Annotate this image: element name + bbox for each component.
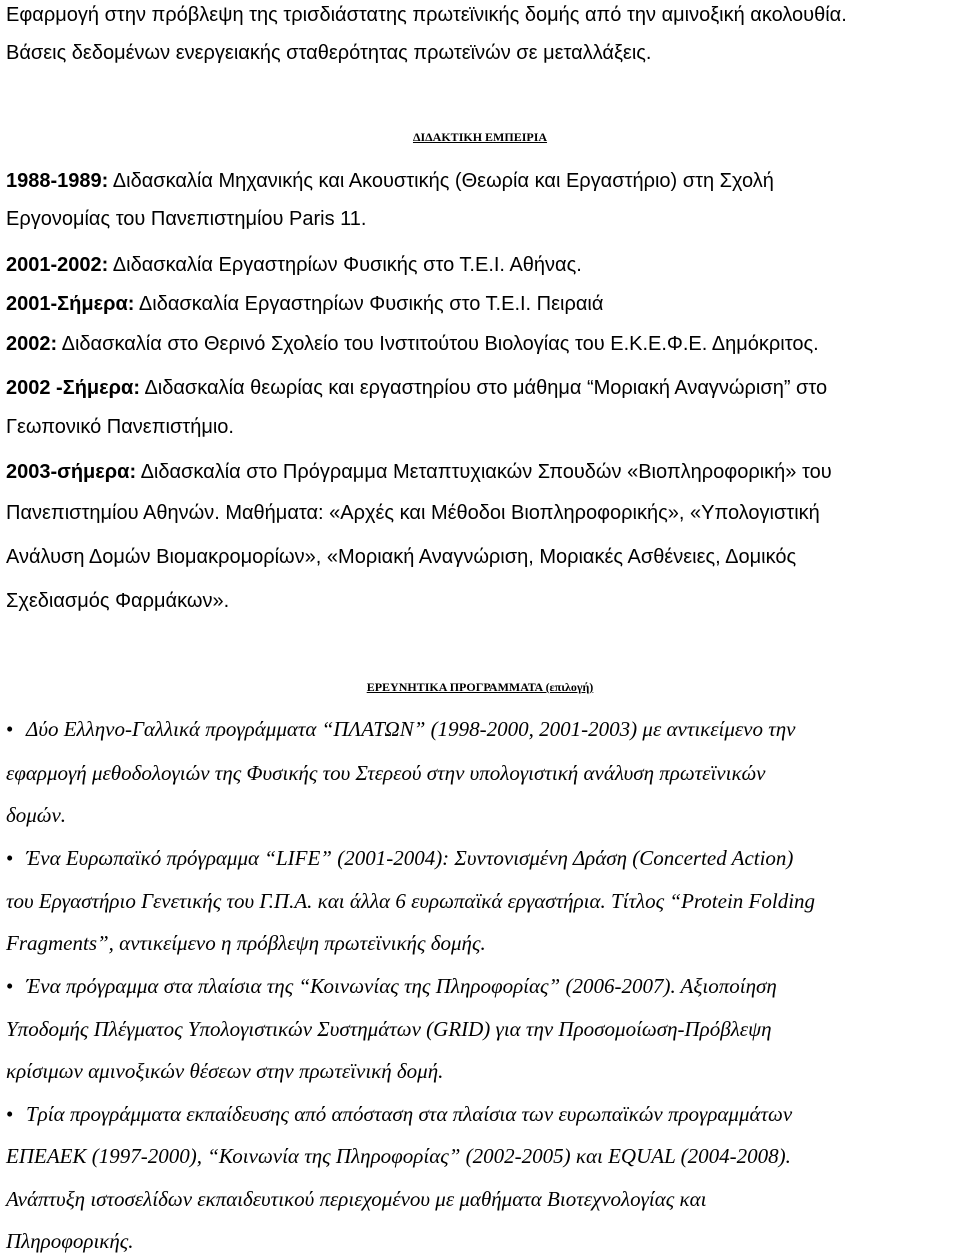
- research-item-text: Τρία προγράμματα εκπαίδευσης από απόσταση στα πλαίσια των ευρωπαϊκών προγραμμάτων: [26, 1102, 793, 1126]
- research-item-3-cont: κρίσιμων αμινοξικών θέσεων στην πρωτεϊνική δομή.: [6, 1059, 444, 1083]
- teaching-entry-6-cont: Σχεδιασμός Φαρμάκων».: [6, 590, 230, 612]
- bullet-icon: •: [6, 717, 14, 741]
- teaching-entry-6-cont: Πανεπιστημίου Αθηνών. Μαθήματα: «Αρχές και Μέθοδοι Βιοπληροφορικής», «Υπολογιστική: [6, 502, 820, 524]
- entry-text: Διδασκαλία Μηχανικής και Ακουστικής (Θεωρία και Εργαστήριο) στη Σχολή: [112, 170, 774, 192]
- research-item-4: [6, 1101, 792, 1127]
- research-item-2-cont: του Εργαστήριο Γενετικής του Γ.Π.Α. και άλλα 6 ευρωπαϊκά εργαστήρια. Τίτλος “Protein Folding: [6, 889, 816, 913]
- intro-line: Βάσεις δεδομένων ενεργειακής σταθερότητας πρωτεϊνών σε μεταλλάξεις.: [6, 42, 652, 64]
- entry-text: Διδασκαλία στο Θερινό Σχολείο του Ινστιτούτου Βιολογίας του Ε.Κ.Ε.Φ.Ε. Δημόκριτος.: [61, 333, 819, 355]
- teaching-heading: ΔΙΔΑΚΤΙΚΗ ΕΜΠΕΙΡΙΑ: [412, 130, 548, 144]
- research-item-2: [6, 845, 793, 871]
- research-item-1: [6, 716, 796, 742]
- entry-date: 2001-2002:: [6, 254, 109, 276]
- entry-date: 2002:: [6, 333, 58, 355]
- teaching-entry-4: [6, 331, 819, 357]
- teaching-entry-5: [6, 375, 827, 401]
- teaching-entry-6: [6, 459, 832, 485]
- teaching-entry-3: [6, 291, 603, 317]
- teaching-entry-6-cont: Ανάλυση Δομών Βιομακρομορίων», «Μοριακή Αναγνώριση, Μοριακές Ασθένειες, Δομικός: [6, 546, 797, 568]
- entry-text: Διδασκαλία Εργαστηρίων Φυσικής στο Τ.Ε.Ι. Πειραιά: [138, 293, 604, 315]
- entry-date: 2002 -Σήμερα:: [6, 377, 140, 399]
- research-item-2-cont: Fragments”, αντικείμενο η πρόβλεψη πρωτεϊνικής δομής.: [6, 931, 486, 955]
- entry-text: Διδασκαλία Εργαστηρίων Φυσικής στο Τ.Ε.Ι. Αθήνας.: [112, 254, 582, 276]
- research-item-3: [6, 973, 777, 999]
- bullet-icon: •: [6, 974, 14, 998]
- research-item-1-cont: εφαρμογή μεθοδολογιών της Φυσικής του Στερεού στην υπολογιστική ανάλυση πρωτεϊνικών: [6, 761, 766, 785]
- research-item-text: Δύο Ελληνο-Γαλλικά προγράμματα “ΠΛΑΤΩΝ” (1998-2000, 2001-2003) με αντικείμενο την: [26, 717, 796, 741]
- teaching-entry-5-cont: Γεωπονικό Πανεπιστήμιο.: [6, 416, 234, 438]
- intro-line: Εφαρμογή στην πρόβλεψη της τρισδιάστατης πρωτεϊνικής δομής από την αμινοξική ακολουθία.: [6, 4, 847, 26]
- research-heading: ΕΡΕΥΝΗΤΙΚΑ ΠΡΟΓΡΑΜΜΑΤΑ (επιλογή): [366, 680, 594, 694]
- bullet-icon: •: [6, 1102, 14, 1126]
- teaching-entry-2: [6, 252, 582, 278]
- research-item-1-cont: δομών.: [6, 803, 67, 827]
- teaching-entry-1-cont: Εργονομίας του Πανεπιστημίου Paris 11.: [6, 208, 367, 230]
- bullet-icon: •: [6, 846, 14, 870]
- teaching-entry-1: [6, 168, 774, 194]
- research-item-4-cont: ΕΠΕΑΕΚ (1997-2000), “Κοινωνία της Πληροφορίας” (2002-2005) και EQUAL (2004-2008).: [6, 1144, 791, 1168]
- research-item-4-cont: Πληροφορικής.: [6, 1229, 134, 1253]
- research-item-3-cont: Υποδομής Πλέγματος Υπολογιστικών Συστημάτων (GRID) για την Προσομοίωση-Πρόβλεψη: [6, 1017, 772, 1041]
- research-item-4-cont: Ανάπτυξη ιστοσελίδων εκπαιδευτικού περιεχομένου με μαθήματα Βιοτεχνολογίας και: [6, 1187, 707, 1211]
- entry-date: 2003-σήμερα:: [6, 461, 137, 483]
- entry-text: Διδασκαλία θεωρίας και εργαστηρίου στο μάθημα “Μοριακή Αναγνώριση” στο: [144, 377, 828, 399]
- research-item-text: Ένα πρόγραμμα στα πλαίσια της “Κοινωνίας της Πληροφορίας” (2006-2007). Αξιοποίηση: [26, 974, 777, 998]
- research-item-text: Ένα Ευρωπαϊκό πρόγραμμα “LIFE” (2001-2004): Συντονισμένη Δράση (Concerted Action): [26, 846, 794, 870]
- entry-text: Διδασκαλία στο Πρόγραμμα Μεταπτυχιακών Σπουδών «Βιοπληροφορική» του: [140, 461, 832, 483]
- entry-date: 1988-1989:: [6, 170, 109, 192]
- entry-date: 2001-Σήμερα:: [6, 293, 135, 315]
